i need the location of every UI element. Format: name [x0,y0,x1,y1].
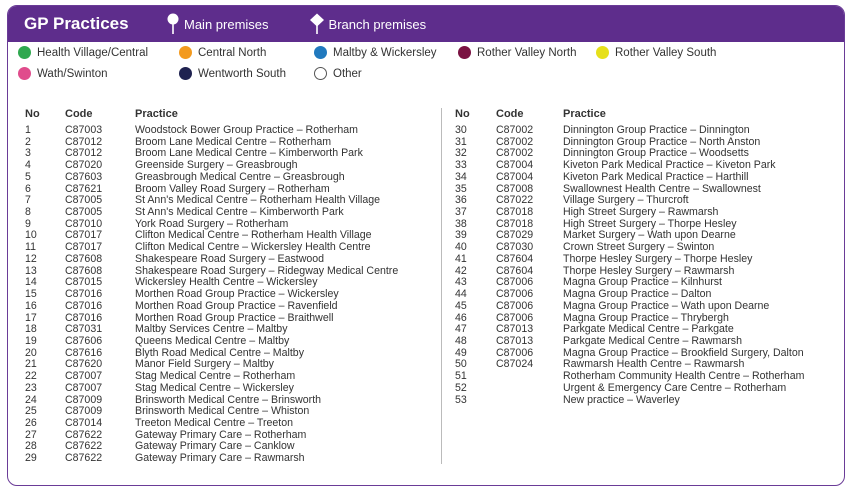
practice-code: C87018 [496,206,534,219]
row-number: 26 [25,416,37,429]
practice-code: C87017 [65,241,103,254]
row-number: 17 [25,311,37,324]
row-number: 3 [25,147,31,160]
row-number: 2 [25,135,31,148]
row-number: 15 [25,288,37,301]
row-number: 5 [25,170,31,183]
row-number: 46 [455,311,467,324]
practice-code: C87604 [496,252,534,265]
right-practice-list [455,125,840,406]
legend-item-maltby-wickersley [314,46,437,59]
practice-code: C87006 [496,276,534,289]
legend-item-other [314,67,362,80]
table-row [455,301,840,313]
practice-name: Morthen Road Group Practice – Ravenfield [135,299,338,312]
practice-name: Magna Group Practice – Dalton [563,288,712,301]
row-number: 39 [455,229,467,242]
legend-dot-icon [179,67,192,80]
row-number: 8 [25,206,31,219]
row-number: 44 [455,288,467,301]
practice-name: Stag Medical Centre – Wickersley [135,381,294,394]
legend-label: Rother Valley South [615,46,717,59]
practice-code: C87003 [65,124,103,136]
page-title: GP Practices [24,14,129,33]
practice-name: Magna Group Practice – Wath upon Dearne [563,299,770,312]
row-number: 36 [455,194,467,207]
row-number: 38 [455,217,467,230]
row-number: 1 [25,124,31,136]
practice-code: C87016 [65,288,103,301]
practice-code: C87007 [65,381,103,394]
practice-code: C87621 [65,182,103,195]
legend-item-wath-swinton [18,67,108,80]
table-row [25,207,435,219]
row-number: 18 [25,323,37,336]
legend-item-central-north [179,46,266,59]
row-number: 27 [25,428,37,441]
legend-dot-icon [18,67,31,80]
legend-item-rother-valley-south [596,46,716,59]
row-number: 53 [455,393,467,406]
practice-code: C87031 [65,323,103,336]
practice-code: C87004 [496,170,534,183]
table-row [455,336,840,348]
practice-code: C87606 [65,334,103,347]
right-col-practice-header: Practice [563,108,606,120]
practice-name: Kiveton Park Medical Practice – Harthill [563,170,749,183]
practice-name: New practice – Waverley [563,393,680,406]
practice-name: Greenside Surgery – Greasbrough [135,159,298,172]
practice-code: C87622 [65,452,103,465]
row-number: 42 [455,264,467,277]
practice-name: Gateway Primary Care – Rawmarsh [135,452,305,465]
practice-code: C87008 [496,182,534,195]
practice-name: Parkgate Medical Centre – Rawmarsh [563,334,742,347]
practice-code: C87002 [496,135,534,148]
practice-name: Stag Medical Centre – Rotherham [135,370,296,383]
practice-code: C87013 [496,334,534,347]
practice-name: Rotherham Community Health Centre – Rotherham [563,370,805,383]
practice-name: Morthen Road Group Practice – Braithwell [135,311,334,324]
practice-name: Swallownest Health Centre – Swallownest [563,182,761,195]
practice-name: Treeton Medical Centre – Treeton [135,416,294,429]
row-number: 14 [25,276,37,289]
legend-item-wentworth-south [179,67,286,80]
practice-name: Broom Lane Medical Centre – Rotherham [135,135,332,148]
legend-label: Rother Valley North [477,46,577,59]
row-number: 29 [25,452,37,465]
row-number: 10 [25,229,37,242]
practice-name: Gateway Primary Care – Rotherham [135,428,307,441]
row-number: 20 [25,346,37,359]
row-number: 6 [25,182,31,195]
practice-code: C87604 [496,264,534,277]
legend-dot-icon [314,46,327,59]
legend-dot-icon [314,67,327,80]
practice-code: C87030 [496,241,534,254]
row-number: 24 [25,393,37,406]
row-number: 9 [25,217,31,230]
row-number: 37 [455,206,467,219]
practice-name: Magna Group Practice – Brookfield Surgery, Dalton [563,346,804,359]
row-number: 30 [455,124,467,136]
legend-label: Health Village/Central [37,46,149,59]
practice-name: Thorpe Hesley Surgery – Thorpe Hesley [563,252,753,265]
practice-name: Magna Group Practice – Kilnhurst [563,276,722,289]
legend-item-health-village [18,46,148,59]
practice-name: Queens Medical Centre – Maltby [135,334,290,347]
practice-name: Clifton Medical Centre – Rotherham Health Village [135,229,372,242]
practice-code: C87017 [65,229,103,242]
row-number: 34 [455,170,467,183]
practice-code: C87004 [496,159,534,172]
practice-name: Broom Valley Road Surgery – Rotherham [135,182,330,195]
table-row [25,383,435,395]
practice-code: C87620 [65,358,103,371]
practice-name: York Road Surgery – Rotherham [135,217,289,230]
legend-label: Wentworth South [198,67,287,80]
table-row [455,172,840,184]
practice-code: C87012 [65,147,103,160]
practice-name: Rawmarsh Health Centre – Rawmarsh [563,358,745,371]
row-number: 51 [455,370,467,383]
table-row [25,254,435,266]
practice-code: C87005 [65,194,103,207]
legend-dot-icon [179,46,192,59]
row-number: 11 [25,241,36,254]
practice-code: C87010 [65,217,103,230]
table-row [25,172,435,184]
row-number: 25 [25,405,37,418]
practice-code: C87608 [65,252,103,265]
practice-name: Maltby Services Centre – Maltby [135,323,288,336]
row-number: 47 [455,323,467,336]
practice-name: Shakespeare Road Surgery – Ridegway Medical Centre [135,264,399,277]
row-number: 45 [455,299,467,312]
practice-code: C87029 [496,229,534,242]
practice-name: Magna Group Practice – Thrybergh [563,311,729,324]
practice-code: C87006 [496,299,534,312]
row-number: 48 [455,334,467,347]
legend-label: Wath/Swinton [37,67,108,80]
table-row [455,383,840,395]
practice-name: Market Surgery – Wath upon Dearne [563,229,736,242]
row-number: 40 [455,241,467,254]
practice-code: C87016 [65,299,103,312]
table-row [25,418,435,430]
legend-label: Central North [198,46,267,59]
legend-item-rother-valley-north [458,46,577,59]
left-col-no-header: No [25,108,40,120]
practice-name: Dinnington Group Practice – Woodsetts [563,147,749,160]
row-number: 52 [455,381,467,394]
practice-name: Wickersley Health Centre – Wickersley [135,276,318,289]
row-number: 12 [25,252,37,265]
practice-code: C87015 [65,276,103,289]
practice-code: C87020 [65,159,103,172]
legend-label: Other [333,67,362,80]
practice-name: Blyth Road Medical Centre – Maltby [135,346,304,359]
left-practice-list [25,125,435,465]
practice-code: C87622 [65,440,103,453]
row-number: 22 [25,370,37,383]
practice-code: C87603 [65,170,103,183]
table-row [25,453,435,465]
practice-name: Shakespeare Road Surgery – Eastwood [135,252,325,265]
practice-name: Broom Lane Medical Centre – Kimberworth Park [135,147,363,160]
right-col-code-header: Code [496,108,524,120]
practice-code: C87002 [496,147,534,160]
table-row [455,395,840,407]
row-number: 19 [25,334,37,347]
row-number: 4 [25,159,31,172]
table-row [455,207,840,219]
practice-name: Urgent & Emergency Care Centre – Rotherham [563,381,787,394]
row-number: 35 [455,182,467,195]
main-premises-pin-icon [166,13,180,35]
branch-premises-legend [309,13,427,35]
row-number: 31 [455,135,467,148]
right-col-no-header: No [455,108,470,120]
practice-code: C87013 [496,323,534,336]
practice-name: Dinnington Group Practice – North Anston [563,135,761,148]
practice-code: C87014 [65,416,103,429]
practice-code: C87622 [65,428,103,441]
table-row [455,254,840,266]
main-premises-legend [166,13,269,35]
practice-code: C87006 [496,311,534,324]
row-number: 49 [455,346,467,359]
practice-name: Brinsworth Medical Centre – Brinsworth [135,393,322,406]
practice-code: C87005 [65,206,103,219]
practice-name: Parkgate Medical Centre – Parkgate [563,323,734,336]
practice-name: Brinsworth Medical Centre – Whiston [135,405,310,418]
practice-name: Morthen Road Group Practice – Wickersley [135,288,339,301]
practice-code: C87616 [65,346,103,359]
row-number: 28 [25,440,37,453]
practice-name: Crown Street Surgery – Swinton [563,241,715,254]
practice-name: Greasbrough Medical Centre – Greasbrough [135,170,345,183]
row-number: 50 [455,358,467,371]
row-number: 33 [455,159,467,172]
practice-name: Kiveton Park Medical Practice – Kiveton Park [563,159,776,172]
table-row [455,125,840,137]
row-number: 13 [25,264,37,277]
table-row [25,336,435,348]
practice-code: C87002 [496,124,534,136]
row-number: 32 [455,147,467,160]
column-divider [441,108,442,464]
table-row [25,125,435,137]
row-number: 7 [25,194,31,207]
row-number: 21 [25,358,37,371]
legend-dot-icon [18,46,31,59]
practice-name: Clifton Medical Centre – Wickersley Health Centre [135,241,371,254]
practice-code: C87024 [496,358,534,371]
row-number: 41 [455,252,467,265]
row-number: 23 [25,381,37,394]
practice-name: Manor Field Surgery – Maltby [135,358,274,371]
legend-dot-icon [458,46,471,59]
branch-premises-label: Branch premises [328,16,427,32]
practice-name: High Street Surgery – Rawmarsh [563,206,719,219]
practice-code: C87608 [65,264,103,277]
practice-code: C87007 [65,370,103,383]
left-col-code-header: Code [65,108,93,120]
row-number: 16 [25,299,37,312]
left-col-practice-header: Practice [135,108,178,120]
header-bar [8,6,844,42]
branch-premises-pin-icon [309,13,325,35]
practice-name: Woodstock Bower Group Practice – Rotherham [135,124,358,136]
practice-code: C87006 [496,346,534,359]
main-premises-label: Main premises [184,16,269,32]
practice-code: C87022 [496,194,534,207]
practice-code: C87006 [496,288,534,301]
practice-name: St Ann's Medical Centre – Rotherham Health Village [135,194,381,207]
practice-code: C87016 [65,311,103,324]
practice-name: Gateway Primary Care – Canklow [135,440,295,453]
practice-name: High Street Surgery – Thorpe Hesley [563,217,737,230]
practice-code: C87009 [65,393,103,406]
legend-label: Maltby & Wickersley [333,46,437,59]
practice-name: Dinnington Group Practice – Dinnington [563,124,750,136]
table-row [25,301,435,313]
practice-code: C87009 [65,405,103,418]
practice-code: C87018 [496,217,534,230]
row-number: 43 [455,276,467,289]
practice-name: St Ann's Medical Centre – Kimberworth Park [135,206,344,219]
practice-name: Thorpe Hesley Surgery – Rawmarsh [563,264,735,277]
practice-name: Village Surgery – Thurcroft [563,194,689,207]
legend-dot-icon [596,46,609,59]
practice-code: C87012 [65,135,103,148]
